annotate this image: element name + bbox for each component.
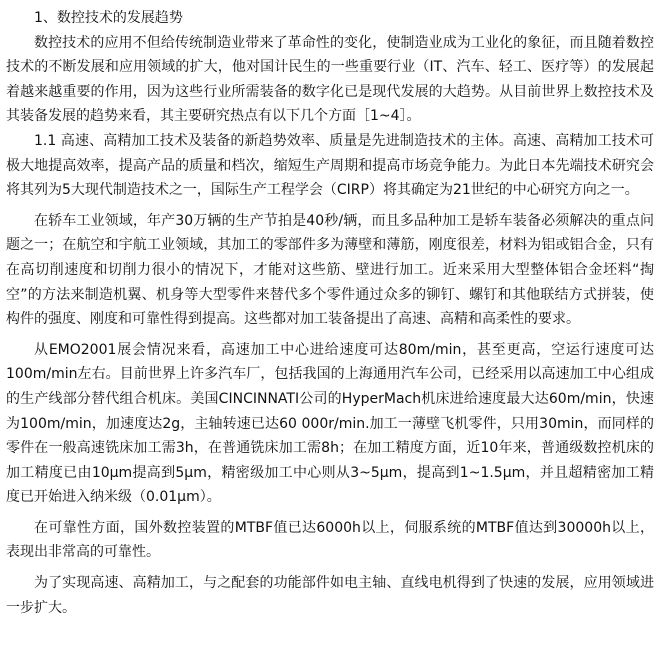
paragraph-functional-parts: 为了实现高速、高精加工，与之配套的功能部件如电主轴、直线电机得到了快速的发展，应用领域进一步扩大。 [6,575,654,616]
paragraph-high-speed: 1.1 高速、高精加工技术及装备的新趋势效率、质量是先进制造技术的主体。高速、高精加工技术可极大地提高效率，提高产品的质量和档次，缩短生产周期和提高市场竞争能力。为此日本先端技术研究会将其列为5大现代制造技术之一，国际生产工程学会（CIRP）将其确定为21世纪的中心研究方向之一。 [6,132,654,199]
paragraph-automotive-aerospace: 在轿车工业领域，年产30万辆的生产节拍是40秒/辆，而且多品种加工是轿车装备必须解决的重点问题之一；在航空和宇航工业领域，其加工的零部件多为薄壁和薄筋，刚度很差，材料为铝或铝合金，只有在高切削速度和切削力很小的情况下，才能对这些筋、壁进行加工。近来采用大型整体铝合金坯料“掏空”的方法来制造机翼、机身等大型零件来替代多个零件通过众多的铆钉、螺钉和其他联结方式拼装，使构件的强度、刚度和可靠性得到提高。这些都对加工装备提出了高速、高精和高柔性的要求。 [6,212,654,328]
paragraph-intro: 数控技术的应用不但给传统制造业带来了革命性的变化，使制造业成为工业化的象征，而且随着数控技术的不断发展和应用领域的扩大，他对国计民生的一些重要行业（IT、汽车、轻工、医疗等）的发展起着越来越重要的作用，因为这些行业所需装备的数字化已是现代发展的大趋势。从目前世界上数控技术及其装备发展的趋势来看，其主要研究热点有以下几个方面［1~4］。 [6,34,654,125]
paragraph-reliability: 在可靠性方面，国外数控装置的MTBF值已达6000h以上，伺服系统的MTBF值达到30000h以上，表现出非常高的可靠性。 [6,519,654,561]
paragraph-emo2001: 从EMO2001展会情况来看，高速加工中心进给速度可达80m/min，甚至更高，空运行速度可达100m/min左右。目前世界上许多汽车厂，包括我国的上海通用汽车公司，已经采用以高速加工中心组成的生产线部分替代组合机床。美国CINCINNATI公司的HyperMach机床进给速度最大达60m/min，快速为100m/min，加速度达2g，主轴转速已达60 000r/min.加工一薄壁飞机零件，只用30min，而同样的零件在一般高速铣床加工需3h，在普通铣床加工需8h；在加工精度方面，近10年来，普通级数控机床的加工精度已由10μm提高到5μm，精密级加工中心则从3~5μm，提高到1~1.5μm，并且超精密加工精度已开始进入纳米级（0.01μm）。 [6,341,654,506]
section-heading: 1、数控技术的发展趋势 [34,10,183,26]
